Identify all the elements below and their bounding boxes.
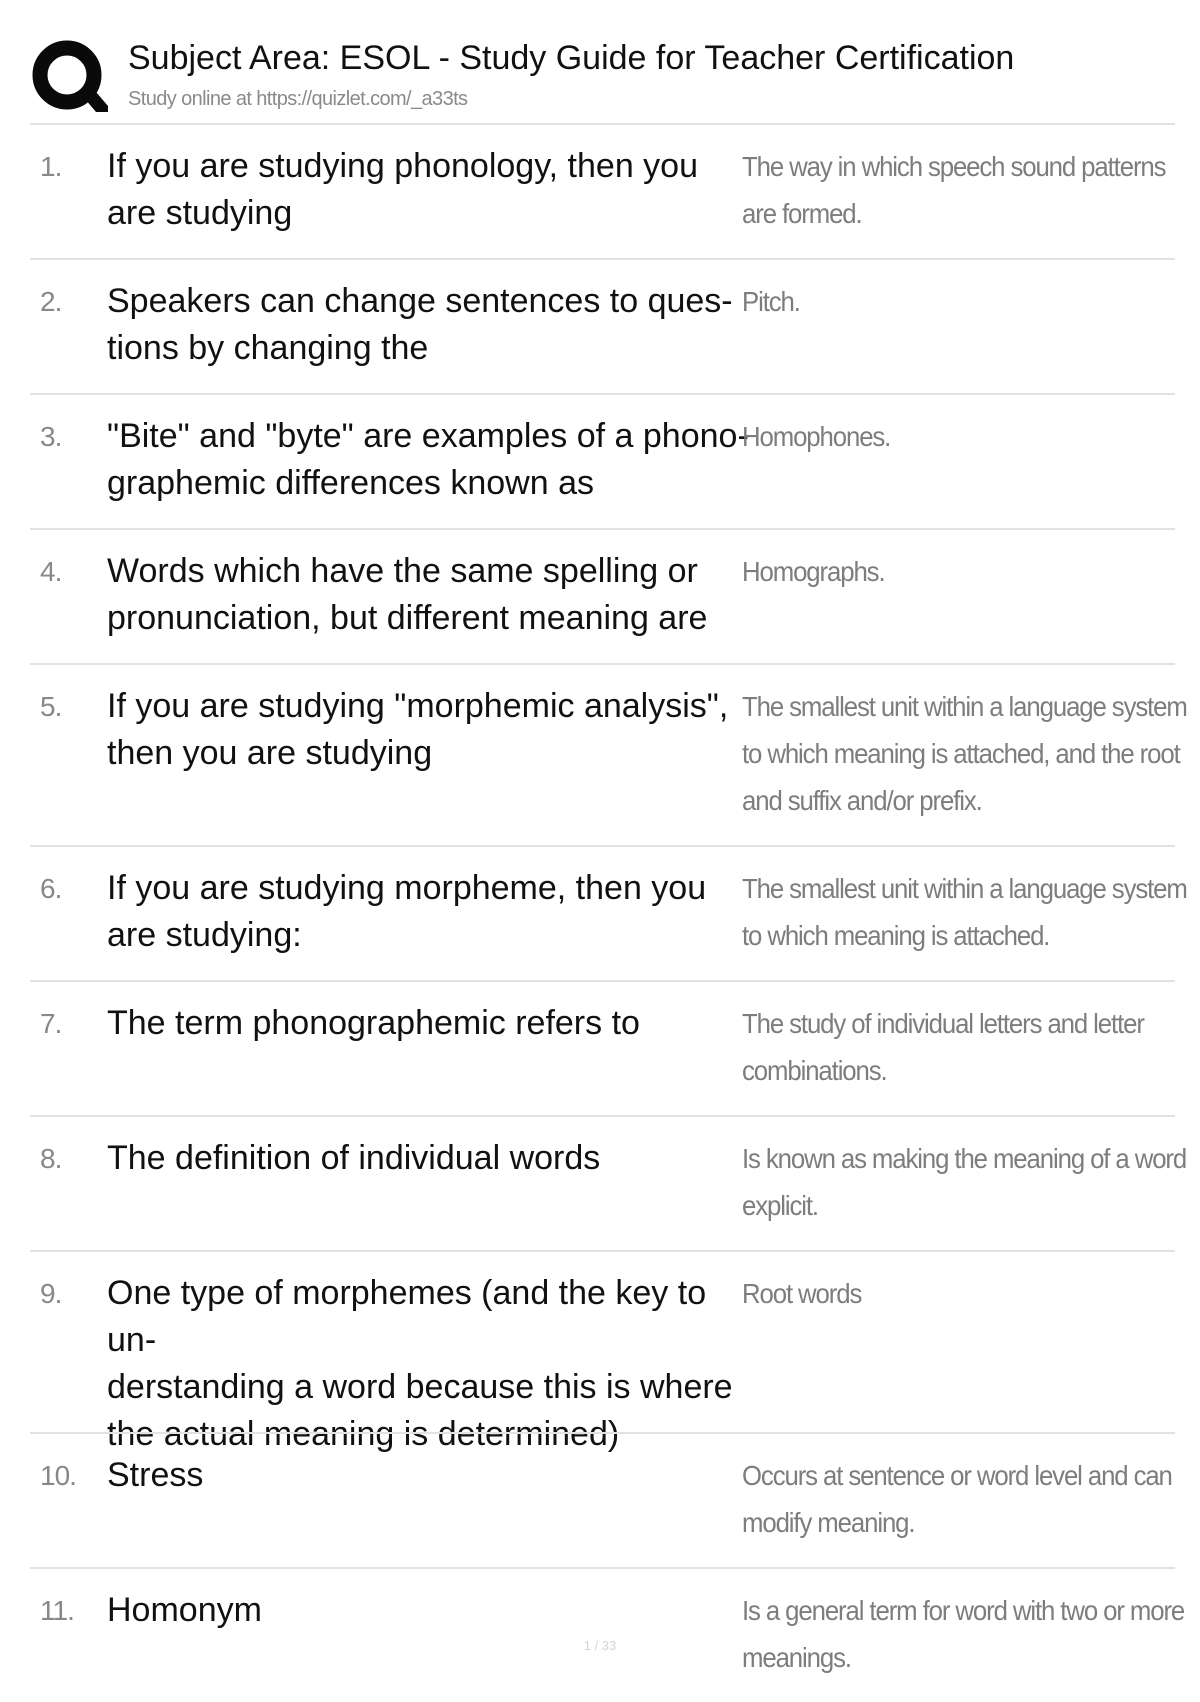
term-text (107, 1270, 757, 1458)
study-online-link[interactable]: Study online at https://quizlet.com/_a33ts (128, 88, 468, 110)
term-row (30, 1250, 1175, 1453)
row-number: 6. (40, 873, 62, 904)
term-line: are studying: (107, 916, 302, 954)
page-indicator: 1 / 33 (583, 1638, 617, 1653)
row-number: 10. (40, 1460, 76, 1491)
term-list (30, 123, 1187, 1702)
term-line: Homonym (107, 1591, 262, 1629)
definition-line: meanings. (742, 1642, 851, 1673)
term-row (30, 393, 1175, 528)
definition-text (742, 683, 1187, 824)
row-number: 8. (40, 1143, 62, 1174)
term-line: If you are studying phonology, then you (107, 147, 698, 185)
term-text (107, 1000, 757, 1047)
term-line: then you are studying (107, 734, 433, 772)
row-number: 11. (40, 1595, 74, 1626)
term-text (107, 683, 757, 777)
term-text (107, 1587, 757, 1634)
term-row (30, 1115, 1187, 1250)
definition-text (742, 413, 1142, 460)
definition-text (742, 143, 1166, 237)
term-row (30, 123, 1175, 258)
term-line: The definition of individual words (107, 1139, 601, 1177)
term-row (30, 980, 1175, 1115)
term-line: the actual meaning is determined) (107, 1415, 620, 1453)
term-line: derstanding a word because this is where (107, 1368, 733, 1406)
row-number: 7. (40, 1008, 62, 1039)
term-line: graphemic differences known as (107, 464, 594, 502)
term-line: Speakers can change sentences to ques- (107, 282, 733, 320)
term-row (30, 528, 1175, 663)
term-line: The term phonographemic refers to (107, 1004, 640, 1042)
definition-text (742, 1135, 1187, 1229)
row-number: 1. (40, 151, 62, 182)
term-row (30, 663, 1187, 845)
definition-line: The smallest unit within a language system (742, 873, 1187, 904)
term-line: are studying (107, 194, 293, 232)
quizlet-logo-icon (30, 38, 110, 118)
definition-line: The study of individual letters and letter (742, 1008, 1144, 1039)
term-row (30, 258, 1175, 393)
term-line: If you are studying morpheme, then you (107, 869, 707, 907)
term-line: "Bite" and "byte" are examples of a phono- (107, 417, 749, 455)
definition-text (742, 1270, 1142, 1317)
definition-line: to which meaning is attached, and the root (742, 738, 1180, 769)
row-number: 5. (40, 691, 62, 722)
definition-line: modify meaning. (742, 1507, 915, 1538)
term-row (30, 1567, 1185, 1702)
term-row (30, 1432, 1175, 1567)
definition-line: and suffix and/or prefix. (742, 785, 982, 816)
header (30, 38, 1180, 123)
definition-text (742, 865, 1187, 959)
definition-text (742, 1452, 1172, 1546)
term-row (30, 845, 1187, 980)
term-line: Stress (107, 1456, 204, 1494)
term-line: pronunciation, but different meaning are (107, 599, 708, 637)
term-text (107, 548, 757, 642)
term-text (107, 1135, 757, 1182)
definition-line: Pitch. (742, 286, 800, 317)
definition-line: Homographs. (742, 556, 885, 587)
row-number: 2. (40, 286, 62, 317)
page-title: Subject Area: ESOL - Study Guide for Teacher Certification (128, 39, 1015, 77)
definition-line: Occurs at sentence or word level and can (742, 1460, 1172, 1491)
definition-line: Homophones. (742, 421, 891, 452)
definition-text (742, 1587, 1185, 1681)
term-line: If you are studying "morphemic analysis", (107, 687, 729, 725)
definition-text (742, 278, 1142, 325)
definition-line: The smallest unit within a language system (742, 691, 1187, 722)
term-line: tions by changing the (107, 329, 429, 367)
definition-line: Is a general term for word with two or more (742, 1595, 1185, 1626)
term-text (107, 1452, 757, 1499)
definition-line: explicit. (742, 1190, 818, 1221)
definition-text (742, 1000, 1142, 1094)
definition-line: combinations. (742, 1055, 887, 1086)
definition-line: Is known as making the meaning of a word (742, 1143, 1187, 1174)
term-line: Words which have the same spelling or (107, 552, 698, 590)
row-number: 3. (40, 421, 62, 452)
definition-line: Root words (742, 1278, 862, 1309)
definition-line: to which meaning is attached. (742, 920, 1050, 951)
row-number: 4. (40, 556, 62, 587)
definition-text (742, 548, 1142, 595)
term-text (107, 278, 757, 372)
term-line: One type of morphemes (and the key to un- (107, 1274, 707, 1359)
term-text (107, 143, 757, 237)
definition-line: The way in which speech sound patterns (742, 151, 1166, 182)
term-text (107, 865, 757, 959)
definition-line: are formed. (742, 198, 862, 229)
term-text (107, 413, 757, 507)
row-number: 9. (40, 1278, 62, 1309)
